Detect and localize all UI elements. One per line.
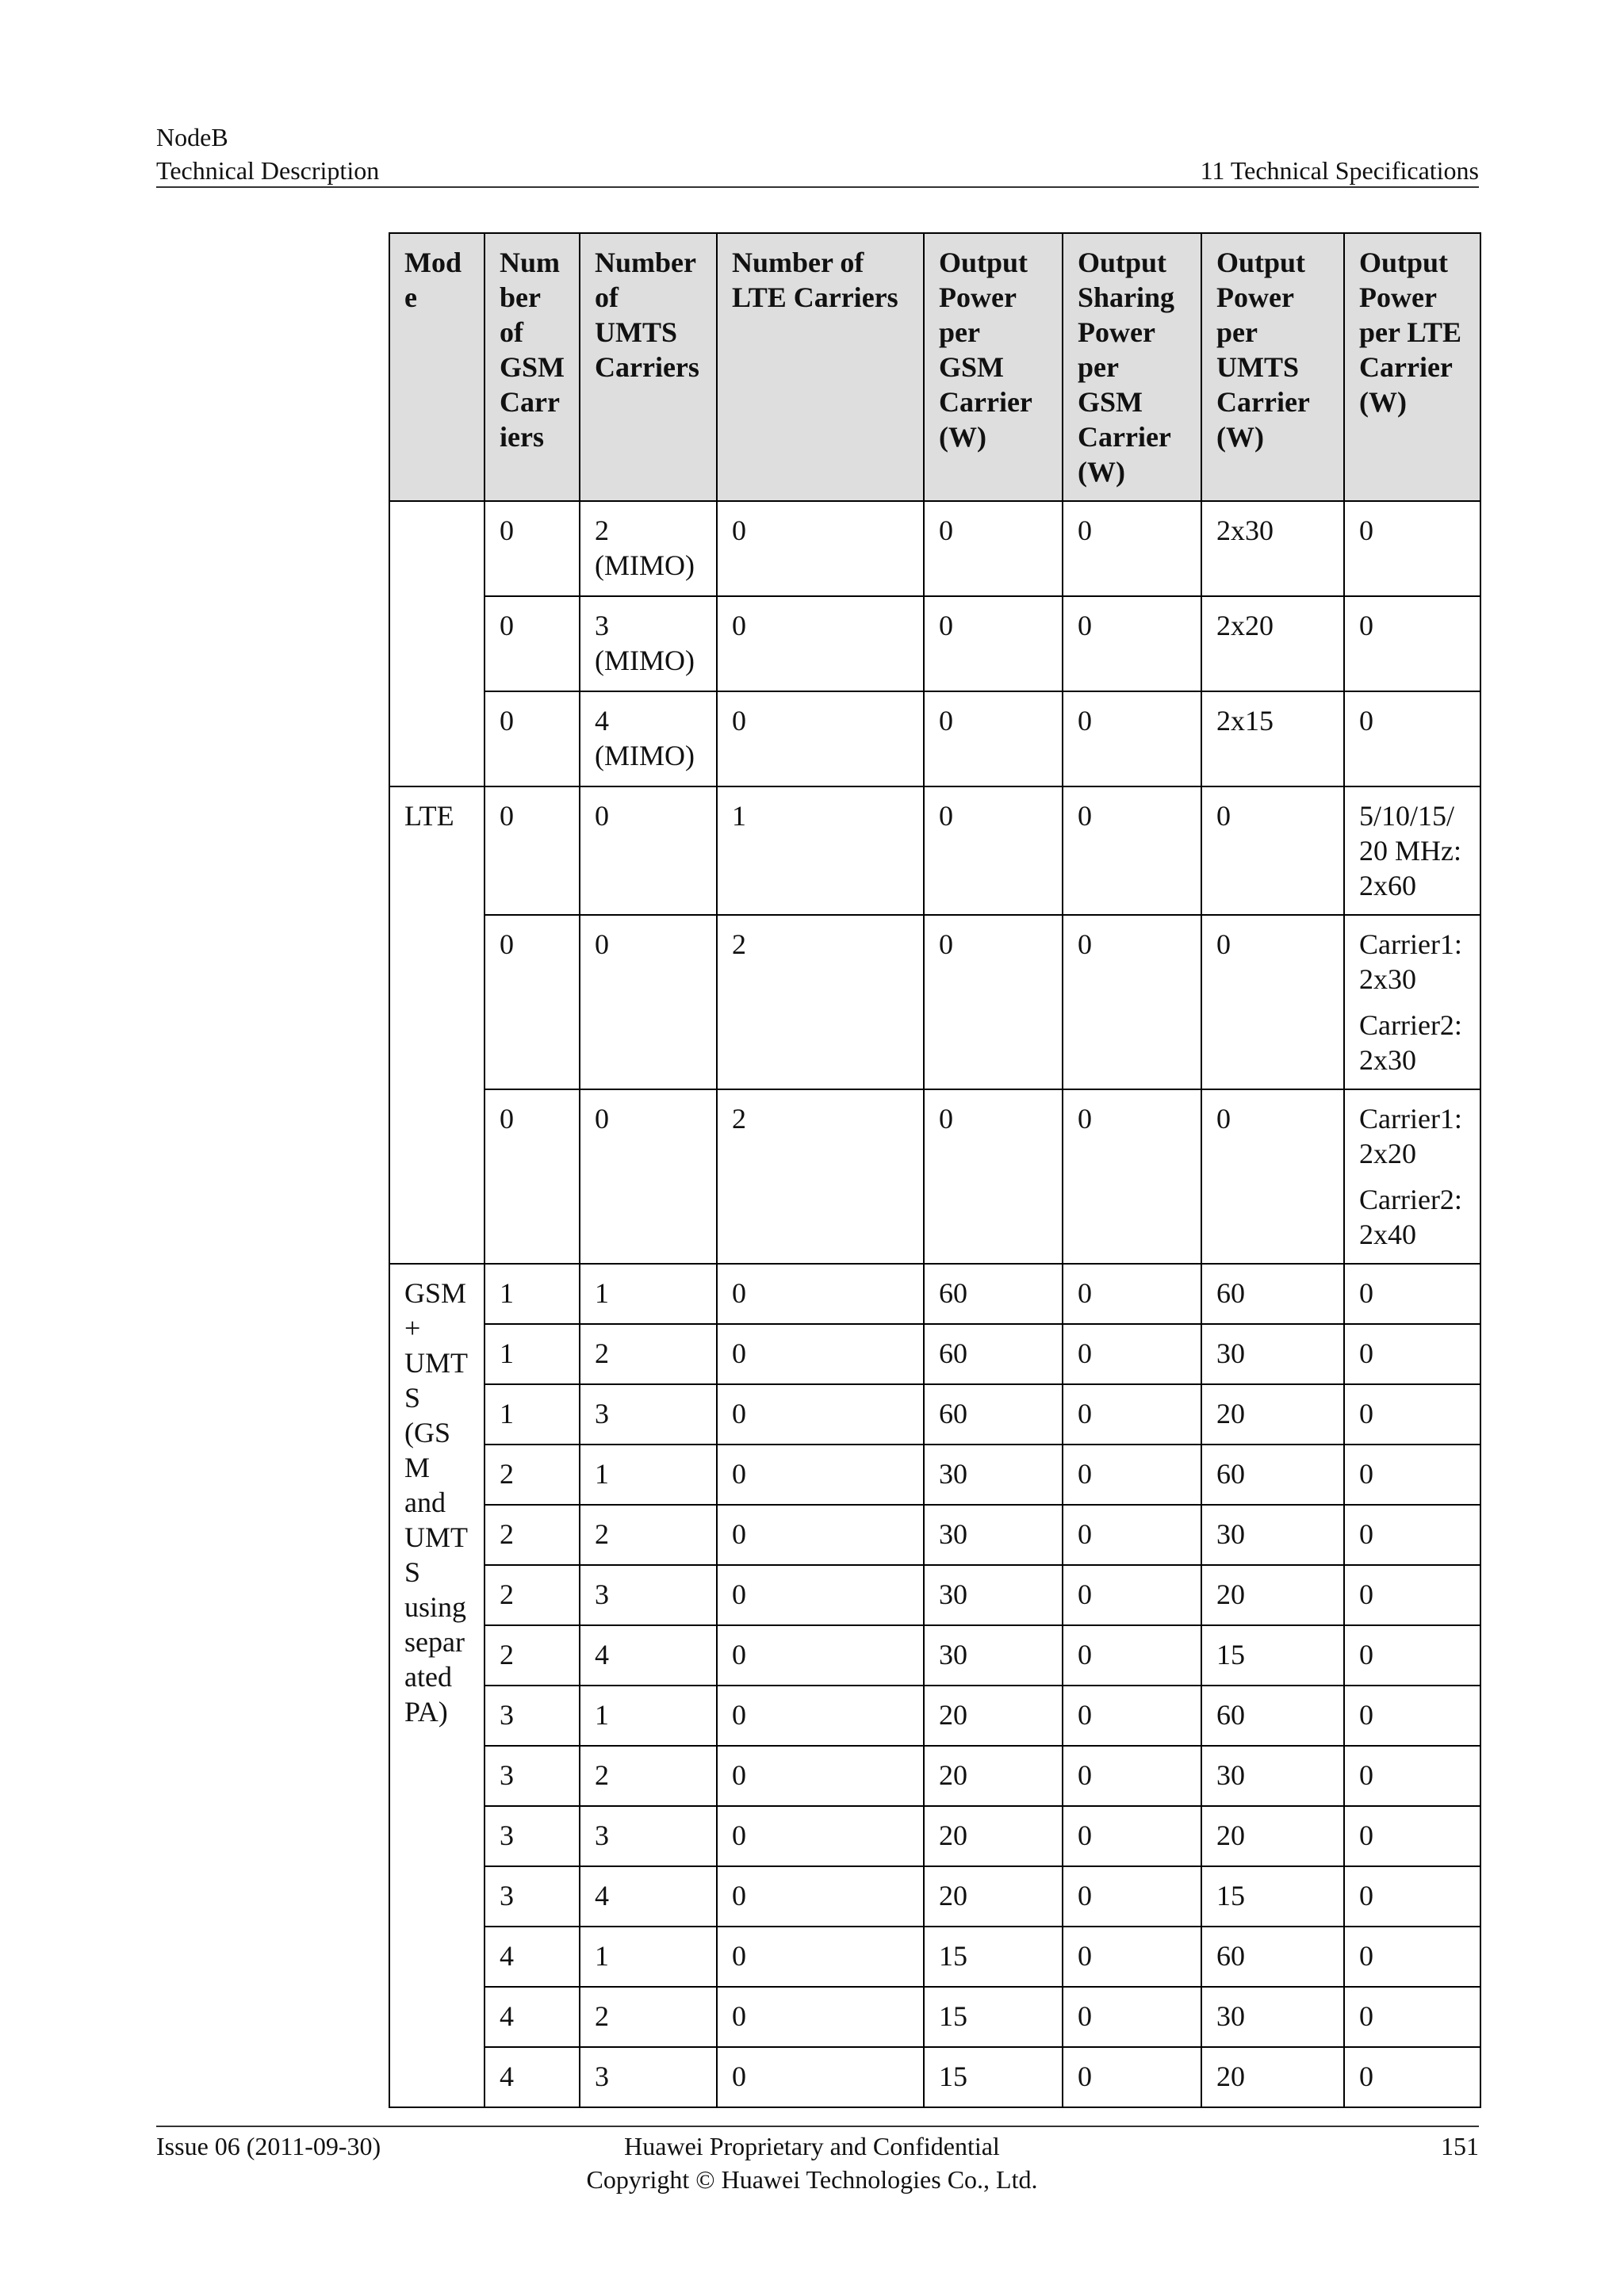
footer-divider bbox=[156, 2126, 1479, 2127]
table-cell: 20 bbox=[924, 1746, 1063, 1806]
header-chapter: 11 Technical Specifications bbox=[1200, 156, 1479, 185]
table-cell: 0 bbox=[717, 1264, 924, 1324]
table-cell: 0 bbox=[1344, 1565, 1480, 1625]
table-cell: 0 bbox=[717, 1505, 924, 1565]
table-cell: 0 bbox=[1063, 1927, 1201, 1987]
table-cell: 60 bbox=[924, 1384, 1063, 1445]
table-cell: 0 bbox=[1063, 1565, 1201, 1625]
paragraph-gap bbox=[1359, 1171, 1465, 1182]
table-cell: 0 bbox=[717, 1866, 924, 1927]
table-cell: 3 bbox=[485, 1746, 580, 1806]
table-cell: 0 bbox=[1063, 786, 1201, 915]
table-cell: 2 bbox=[485, 1445, 580, 1505]
table-cell: 2 bbox=[717, 915, 924, 1089]
table-cell: 0 bbox=[924, 1089, 1063, 1264]
table-row bbox=[389, 1987, 1480, 2047]
table-cell: 2 (MIMO) bbox=[580, 501, 717, 596]
table-cell: 3 bbox=[580, 1384, 717, 1445]
table-cell: 1 bbox=[485, 1384, 580, 1445]
mode-cell: GSM + UMTS (GSM and UMTS using separated PA) bbox=[389, 1264, 485, 2107]
table-row bbox=[389, 915, 1480, 1089]
lte-power-cell bbox=[1344, 786, 1480, 915]
table-cell: 4 bbox=[485, 2047, 580, 2107]
table-row bbox=[389, 2047, 1480, 2107]
header-divider bbox=[156, 186, 1479, 188]
table-cell: 0 bbox=[1344, 1264, 1480, 1324]
table-row bbox=[389, 1264, 1480, 1324]
table-row bbox=[389, 1746, 1480, 1806]
table-cell: 60 bbox=[1201, 1927, 1344, 1987]
table-row bbox=[389, 1089, 1480, 1264]
column-header: Output Power per GSM Carrier (W) bbox=[924, 233, 1063, 501]
table-cell: 0 bbox=[1063, 1445, 1201, 1505]
lte-power-value: 5/10/15/ 20 MHz: 2x60 bbox=[1359, 800, 1461, 901]
table-cell: 2 bbox=[580, 1746, 717, 1806]
table-cell: 2x20 bbox=[1201, 596, 1344, 691]
table-cell: 0 bbox=[717, 1384, 924, 1445]
table-cell: 0 bbox=[485, 1089, 580, 1264]
lte-power-value: Carrier1: 2x20 bbox=[1359, 1103, 1462, 1169]
table-cell: 20 bbox=[1201, 1806, 1344, 1866]
column-header: Number of GSM Carriers bbox=[485, 233, 580, 501]
table-cell: 3 (MIMO) bbox=[580, 596, 717, 691]
table-cell: 0 bbox=[1344, 1806, 1480, 1866]
table-cell: 0 bbox=[1344, 1866, 1480, 1927]
footer-confidentiality bbox=[0, 2130, 1624, 2196]
table-cell: 30 bbox=[1201, 1987, 1344, 2047]
table-cell: 0 bbox=[717, 1987, 924, 2047]
table-cell: 0 bbox=[717, 1746, 924, 1806]
table-cell: 20 bbox=[924, 1686, 1063, 1746]
table-cell: 2x15 bbox=[1201, 691, 1344, 786]
table-cell: 1 bbox=[580, 1445, 717, 1505]
table-cell: 2 bbox=[580, 1505, 717, 1565]
table-cell: 30 bbox=[1201, 1505, 1344, 1565]
table-cell: 30 bbox=[1201, 1746, 1344, 1806]
table-cell: 4 bbox=[580, 1866, 717, 1927]
table-cell: 15 bbox=[1201, 1866, 1344, 1927]
table-row bbox=[389, 1445, 1480, 1505]
table-cell: 0 bbox=[580, 786, 717, 915]
lte-power-value: Carrier2: 2x30 bbox=[1359, 1009, 1462, 1076]
table-row bbox=[389, 1384, 1480, 1445]
table-row bbox=[389, 501, 1480, 596]
table-cell: 0 bbox=[1063, 1264, 1201, 1324]
header-product: NodeB bbox=[156, 123, 228, 151]
running-header-left bbox=[156, 121, 379, 187]
table-cell: 0 bbox=[1344, 1927, 1480, 1987]
table-cell: 20 bbox=[924, 1806, 1063, 1866]
table-cell: 60 bbox=[1201, 1686, 1344, 1746]
table-cell: 0 bbox=[717, 1686, 924, 1746]
table-row bbox=[389, 1686, 1480, 1746]
table-row bbox=[389, 1927, 1480, 1987]
column-header: Output Power per UMTS Carrier (W) bbox=[1201, 233, 1344, 501]
table-row bbox=[389, 691, 1480, 786]
lte-power-value: Carrier2: 2x40 bbox=[1359, 1184, 1462, 1250]
table-cell: 0 bbox=[717, 1445, 924, 1505]
table-cell: 0 bbox=[1063, 1686, 1201, 1746]
table-cell: 20 bbox=[1201, 1384, 1344, 1445]
table-cell: 30 bbox=[1201, 1324, 1344, 1384]
lte-power-value: Carrier1: 2x30 bbox=[1359, 928, 1462, 995]
table-cell: 0 bbox=[1063, 1866, 1201, 1927]
table-cell: 30 bbox=[924, 1565, 1063, 1625]
table-header-row bbox=[389, 233, 1480, 501]
table-cell: 60 bbox=[1201, 1445, 1344, 1505]
table-cell: 0 bbox=[1063, 1746, 1201, 1806]
table-cell: 1 bbox=[580, 1686, 717, 1746]
column-header: Mode bbox=[389, 233, 485, 501]
table-cell: 4 (MIMO) bbox=[580, 691, 717, 786]
table-cell: 0 bbox=[924, 786, 1063, 915]
table-cell: 0 bbox=[924, 915, 1063, 1089]
table-cell: 2 bbox=[485, 1505, 580, 1565]
table-cell: 0 bbox=[717, 2047, 924, 2107]
column-header: Output Sharing Power per GSM Carrier (W) bbox=[1063, 233, 1201, 501]
table-cell: 30 bbox=[924, 1625, 1063, 1686]
table-cell: 0 bbox=[1063, 1806, 1201, 1866]
table-cell: 60 bbox=[1201, 1264, 1344, 1324]
table-cell: 0 bbox=[1344, 1505, 1480, 1565]
table-cell: 15 bbox=[924, 1987, 1063, 2047]
table-cell: 0 bbox=[1063, 1384, 1201, 1445]
table-cell: 0 bbox=[485, 915, 580, 1089]
column-header: Number of LTE Carriers bbox=[717, 233, 924, 501]
table-cell: 0 bbox=[1063, 1324, 1201, 1384]
table-cell: 0 bbox=[1344, 596, 1480, 691]
table-row bbox=[389, 1505, 1480, 1565]
table-row bbox=[389, 1565, 1480, 1625]
table-cell: 0 bbox=[1344, 1445, 1480, 1505]
footer-line-1: Huawei Proprietary and Confidential bbox=[624, 2132, 1000, 2160]
table-cell: 0 bbox=[717, 501, 924, 596]
table-cell: 1 bbox=[580, 1264, 717, 1324]
column-header: Output Power per LTE Carrier (W) bbox=[1344, 233, 1480, 501]
table-cell: 0 bbox=[1344, 1324, 1480, 1384]
table-cell: 3 bbox=[485, 1866, 580, 1927]
table-cell: 2 bbox=[717, 1089, 924, 1264]
table-cell: 0 bbox=[717, 596, 924, 691]
table-cell: 0 bbox=[485, 501, 580, 596]
table-cell: 2 bbox=[580, 1324, 717, 1384]
table-cell: 2 bbox=[485, 1565, 580, 1625]
table-cell: 15 bbox=[1201, 1625, 1344, 1686]
table-cell: 0 bbox=[717, 1806, 924, 1866]
table-cell: 15 bbox=[924, 2047, 1063, 2107]
table-cell: 0 bbox=[717, 1927, 924, 1987]
table-cell: 0 bbox=[1063, 1987, 1201, 2047]
table-cell: 0 bbox=[1063, 596, 1201, 691]
table-cell: 0 bbox=[1063, 1089, 1201, 1264]
table-cell: 0 bbox=[717, 1625, 924, 1686]
table-row bbox=[389, 786, 1480, 915]
header-document: Technical Description bbox=[156, 156, 380, 185]
table-cell: 0 bbox=[1344, 1686, 1480, 1746]
table-cell: 60 bbox=[924, 1264, 1063, 1324]
table-cell: 0 bbox=[1201, 1089, 1344, 1264]
table-cell: 0 bbox=[1063, 2047, 1201, 2107]
table-cell: 0 bbox=[1344, 1384, 1480, 1445]
table-cell: 0 bbox=[717, 691, 924, 786]
table-row bbox=[389, 1625, 1480, 1686]
table-cell: 0 bbox=[1063, 501, 1201, 596]
table-cell: 0 bbox=[717, 1324, 924, 1384]
table-cell: 4 bbox=[580, 1625, 717, 1686]
table-cell: 3 bbox=[580, 2047, 717, 2107]
column-header: Number of UMTS Carriers bbox=[580, 233, 717, 501]
table-cell: 30 bbox=[924, 1445, 1063, 1505]
table-cell: 2 bbox=[485, 1625, 580, 1686]
table-cell: 0 bbox=[485, 786, 580, 915]
table-cell: 0 bbox=[1344, 1987, 1480, 2047]
table-row bbox=[389, 1324, 1480, 1384]
table-row bbox=[389, 596, 1480, 691]
table-cell: 1 bbox=[580, 1927, 717, 1987]
lte-power-cell bbox=[1344, 1089, 1480, 1264]
table-cell: 3 bbox=[485, 1686, 580, 1746]
table-cell: 2 bbox=[580, 1987, 717, 2047]
table-cell: 3 bbox=[580, 1806, 717, 1866]
table-cell: 0 bbox=[1344, 1625, 1480, 1686]
table-cell: 0 bbox=[1344, 2047, 1480, 2107]
table-cell: 0 bbox=[924, 691, 1063, 786]
table-cell: 0 bbox=[485, 596, 580, 691]
table-cell: 0 bbox=[1063, 1625, 1201, 1686]
table-row bbox=[389, 1806, 1480, 1866]
table-row bbox=[389, 1866, 1480, 1927]
table-cell: 20 bbox=[1201, 2047, 1344, 2107]
table-cell: 0 bbox=[1063, 1505, 1201, 1565]
table-cell: 1 bbox=[717, 786, 924, 915]
footer-issue: Issue 06 (2011-09-30) bbox=[156, 2132, 381, 2160]
table-cell: 30 bbox=[924, 1505, 1063, 1565]
table-cell: 0 bbox=[1201, 915, 1344, 1089]
table-cell: 0 bbox=[1201, 786, 1344, 915]
mode-cell bbox=[389, 501, 485, 786]
table-body bbox=[389, 501, 1480, 2107]
table-cell: 0 bbox=[1063, 691, 1201, 786]
paragraph-gap bbox=[1359, 997, 1465, 1008]
table-cell: 0 bbox=[1344, 501, 1480, 596]
table-cell: 15 bbox=[924, 1927, 1063, 1987]
table-cell: 20 bbox=[1201, 1565, 1344, 1625]
table-cell: 0 bbox=[1344, 691, 1480, 786]
lte-power-cell bbox=[1344, 915, 1480, 1089]
table-cell: 4 bbox=[485, 1927, 580, 1987]
table-cell: 20 bbox=[924, 1866, 1063, 1927]
table-cell: 0 bbox=[924, 596, 1063, 691]
table-cell: 0 bbox=[580, 915, 717, 1089]
carrier-power-table bbox=[389, 232, 1481, 2108]
table-cell: 2x30 bbox=[1201, 501, 1344, 596]
table-cell: 3 bbox=[580, 1565, 717, 1625]
footer-line-2: Copyright © Huawei Technologies Co., Ltd. bbox=[586, 2165, 1038, 2194]
table-cell: 60 bbox=[924, 1324, 1063, 1384]
table-cell: 0 bbox=[580, 1089, 717, 1264]
table-cell: 4 bbox=[485, 1987, 580, 2047]
mode-cell: LTE bbox=[389, 786, 485, 1264]
table-cell: 0 bbox=[1063, 915, 1201, 1089]
table-cell: 1 bbox=[485, 1264, 580, 1324]
table-cell: 0 bbox=[717, 1565, 924, 1625]
table-cell: 0 bbox=[485, 691, 580, 786]
table-cell: 0 bbox=[924, 501, 1063, 596]
table-cell: 1 bbox=[485, 1324, 580, 1384]
page-number: 151 bbox=[1441, 2132, 1479, 2160]
table-cell: 3 bbox=[485, 1806, 580, 1866]
table-cell: 0 bbox=[1344, 1746, 1480, 1806]
